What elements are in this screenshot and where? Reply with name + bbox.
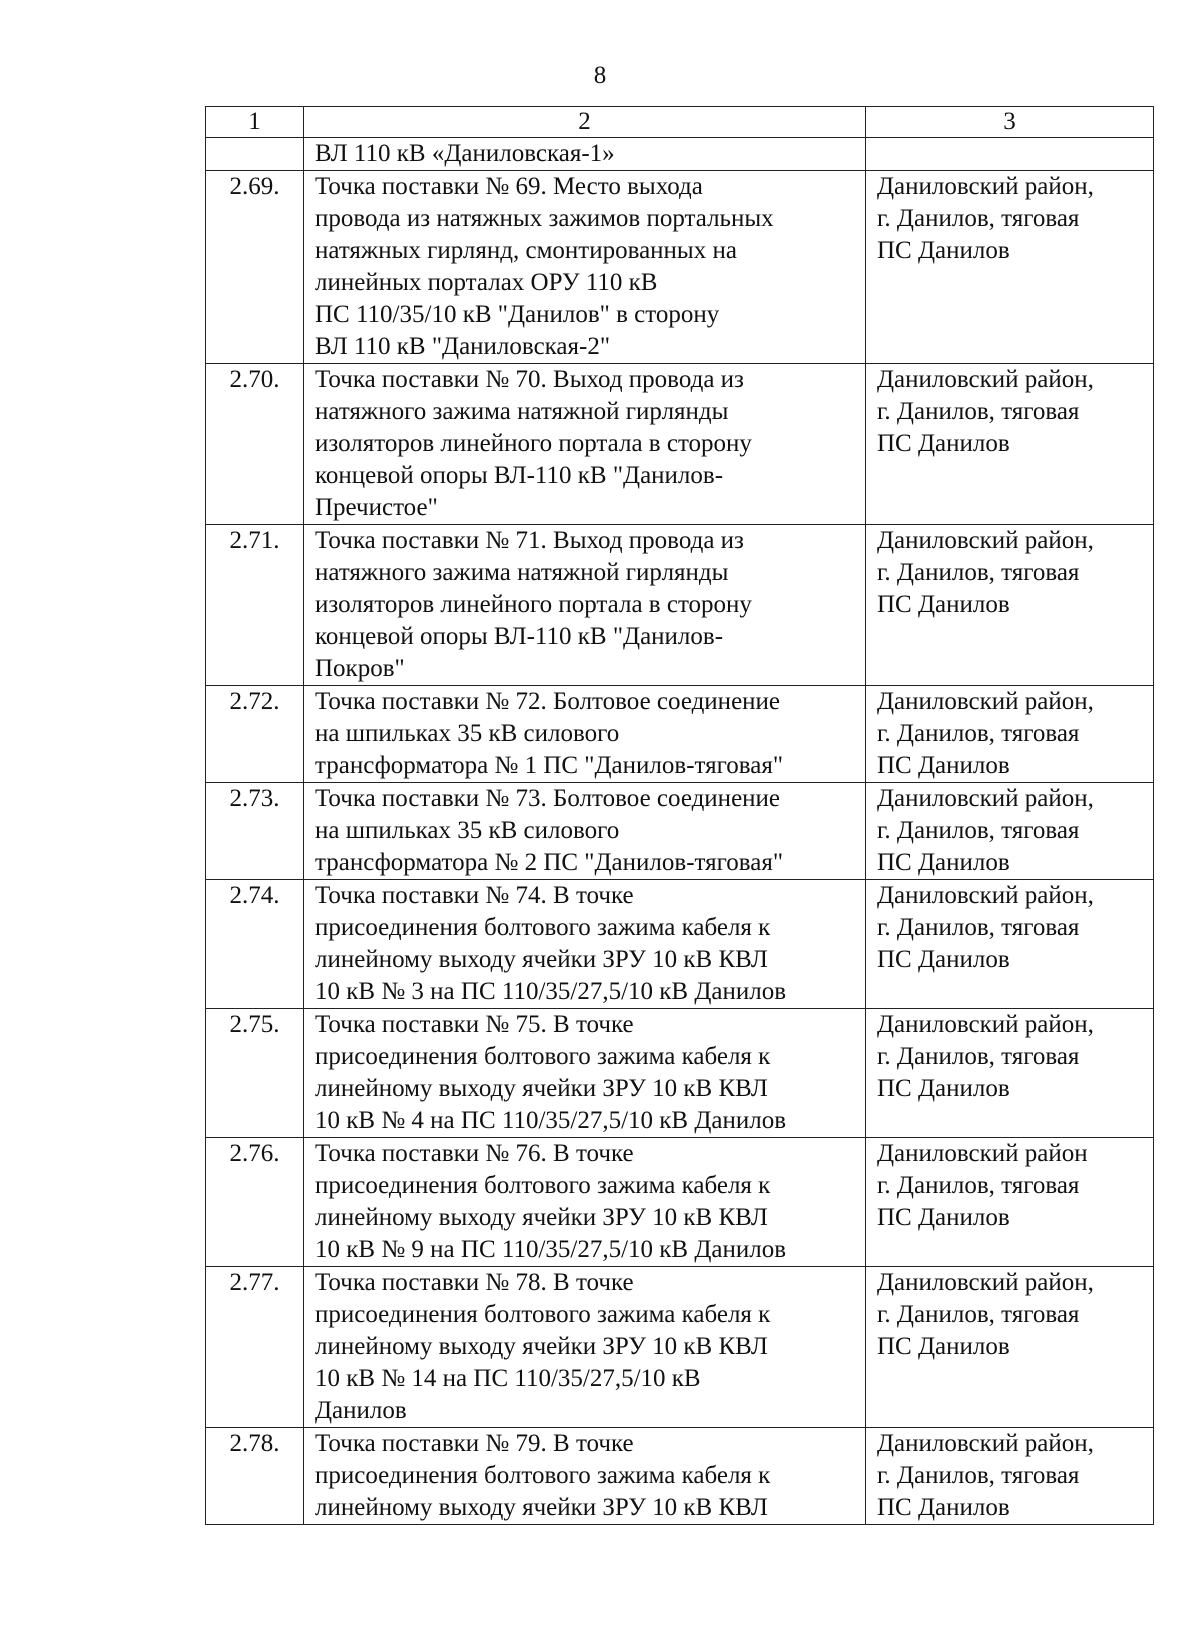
row-number-cell: 2.76. — [206, 1138, 304, 1267]
location-line: Даниловский район, — [877, 785, 1094, 812]
description-line: изоляторов линейного портала в сторону — [315, 430, 752, 457]
column-header-location: 3 — [866, 107, 1154, 138]
table-row — [206, 1428, 1154, 1525]
description-line: 10 кВ № 3 на ПС 110/35/27,5/10 кВ Данилов — [315, 978, 787, 1005]
location-cell — [866, 525, 1154, 686]
description-line: Точка поставки № 74. В точке — [315, 882, 634, 909]
location-cell — [866, 686, 1154, 783]
column-header-number: 1 — [206, 107, 304, 138]
description-line: Покров" — [315, 655, 405, 682]
description-line: на шпильках 35 кВ силового — [315, 720, 620, 747]
location-line: ПС Данилов — [877, 946, 1010, 973]
description-line: 10 кВ № 4 на ПС 110/35/27,5/10 кВ Данилов — [315, 1107, 787, 1134]
location-line: Даниловский район — [877, 1140, 1088, 1167]
description-cell — [304, 138, 866, 171]
location-cell — [866, 1138, 1154, 1267]
description-line: 10 кВ № 9 на ПС 110/35/27,5/10 кВ Данилов — [315, 1236, 787, 1263]
row-number-cell: 2.75. — [206, 1009, 304, 1138]
location-line: г. Данилов, тяговая — [877, 914, 1080, 941]
description-cell — [304, 880, 866, 1009]
location-line: Даниловский район, — [877, 366, 1094, 393]
page-number: 8 — [593, 62, 607, 89]
description-line: Точка поставки № 71. Выход провода из — [315, 527, 744, 554]
description-cell — [304, 1009, 866, 1138]
location-cell — [866, 138, 1154, 171]
location-line: г. Данилов, тяговая — [877, 1301, 1080, 1328]
location-cell — [866, 171, 1154, 364]
description-line: натяжного зажима натяжной гирлянды — [315, 398, 729, 425]
description-line: трансформатора № 2 ПС "Данилов-тяговая" — [315, 849, 784, 876]
table-body — [206, 138, 1154, 1525]
description-line: линейному выходу ячейки ЗРУ 10 кВ КВЛ — [315, 1075, 768, 1102]
description-line: изоляторов линейного портала в сторону — [315, 591, 752, 618]
location-line: ПС Данилов — [877, 1075, 1010, 1102]
table-row — [206, 686, 1154, 783]
location-cell — [866, 880, 1154, 1009]
description-cell — [304, 1428, 866, 1525]
location-line: г. Данилов, тяговая — [877, 817, 1080, 844]
location-line: г. Данилов, тяговая — [877, 559, 1080, 586]
description-line: Точка поставки № 72. Болтовое соединение — [315, 688, 781, 715]
description-line: присоединения болтового зажима кабеля к — [315, 914, 771, 941]
table-row — [206, 138, 1154, 171]
description-line: ВЛ 110 кВ «Даниловская-1» — [315, 140, 615, 167]
delivery-points-table — [205, 106, 1154, 1525]
table-row — [206, 1009, 1154, 1138]
location-cell — [866, 364, 1154, 525]
description-line: присоединения болтового зажима кабеля к — [315, 1301, 771, 1328]
description-line: Точка поставки № 78. В точке — [315, 1269, 634, 1296]
description-cell — [304, 364, 866, 525]
row-number-cell — [206, 138, 304, 171]
row-number-cell: 2.72. — [206, 686, 304, 783]
description-line: присоединения болтового зажима кабеля к — [315, 1462, 771, 1489]
location-cell — [866, 1009, 1154, 1138]
location-line: ПС Данилов — [877, 849, 1010, 876]
location-line: ПС Данилов — [877, 1333, 1010, 1360]
description-line: Точка поставки № 79. В точке — [315, 1430, 634, 1457]
description-line: 10 кВ № 14 на ПС 110/35/27,5/10 кВ — [315, 1365, 701, 1392]
location-cell — [866, 1267, 1154, 1428]
description-line: линейному выходу ячейки ЗРУ 10 кВ КВЛ — [315, 1333, 768, 1360]
description-line: линейных порталах ОРУ 110 кВ — [315, 269, 658, 296]
description-line: концевой опоры ВЛ-110 кВ "Данилов- — [315, 462, 724, 489]
table-row — [206, 364, 1154, 525]
table-row — [206, 783, 1154, 880]
description-cell — [304, 525, 866, 686]
description-line: трансформатора № 1 ПС "Данилов-тяговая" — [315, 752, 784, 779]
description-line: Точка поставки № 75. В точке — [315, 1011, 634, 1038]
location-line: г. Данилов, тяговая — [877, 1043, 1080, 1070]
location-line: Даниловский район, — [877, 882, 1094, 909]
row-number-cell: 2.77. — [206, 1267, 304, 1428]
description-line: Точка поставки № 70. Выход провода из — [315, 366, 744, 393]
description-cell — [304, 783, 866, 880]
description-line: на шпильках 35 кВ силового — [315, 817, 620, 844]
location-line: ПС Данилов — [877, 1494, 1010, 1521]
table-row — [206, 880, 1154, 1009]
location-line: ПС Данилов — [877, 591, 1010, 618]
description-line: Данилов — [315, 1397, 407, 1424]
description-cell — [304, 171, 866, 364]
description-line: присоединения болтового зажима кабеля к — [315, 1172, 771, 1199]
table-row — [206, 1138, 1154, 1267]
description-line: линейному выходу ячейки ЗРУ 10 кВ КВЛ — [315, 946, 768, 973]
description-cell — [304, 686, 866, 783]
description-line: присоединения болтового зажима кабеля к — [315, 1043, 771, 1070]
description-line: Пречистое" — [315, 494, 438, 521]
description-line: Точка поставки № 76. В точке — [315, 1140, 634, 1167]
location-line: ПС Данилов — [877, 1204, 1010, 1231]
location-line: г. Данилов, тяговая — [877, 1462, 1080, 1489]
description-line: натяжных гирлянд, смонтированных на — [315, 237, 737, 264]
location-line: Даниловский район, — [877, 1011, 1094, 1038]
location-cell — [866, 783, 1154, 880]
location-line: Даниловский район, — [877, 688, 1094, 715]
location-line: Даниловский район, — [877, 173, 1094, 200]
description-cell — [304, 1267, 866, 1428]
location-line: ПС Данилов — [877, 752, 1010, 779]
description-line: Точка поставки № 73. Болтовое соединение — [315, 785, 781, 812]
location-line: ПС Данилов — [877, 430, 1010, 457]
row-number-cell: 2.70. — [206, 364, 304, 525]
location-line: г. Данилов, тяговая — [877, 205, 1080, 232]
description-line: линейному выходу ячейки ЗРУ 10 кВ КВЛ — [315, 1494, 768, 1521]
location-cell — [866, 1428, 1154, 1525]
description-line: ВЛ 110 кВ "Даниловская-2" — [315, 333, 611, 360]
location-line: Даниловский район, — [877, 1430, 1094, 1457]
description-line: линейному выходу ячейки ЗРУ 10 кВ КВЛ — [315, 1204, 768, 1231]
row-number-cell: 2.69. — [206, 171, 304, 364]
description-line: Точка поставки № 69. Место выхода — [315, 173, 703, 200]
table-header-row — [206, 107, 1154, 138]
table-row — [206, 525, 1154, 686]
location-line: г. Данилов, тяговая — [877, 720, 1080, 747]
description-cell — [304, 1138, 866, 1267]
column-header-description: 2 — [304, 107, 866, 138]
row-number-cell: 2.73. — [206, 783, 304, 880]
location-line: г. Данилов, тяговая — [877, 398, 1080, 425]
row-number-cell: 2.78. — [206, 1428, 304, 1525]
location-line: г. Данилов, тяговая — [877, 1172, 1080, 1199]
table-row — [206, 171, 1154, 364]
description-line: концевой опоры ВЛ-110 кВ "Данилов- — [315, 623, 724, 650]
row-number-cell: 2.74. — [206, 880, 304, 1009]
location-line: Даниловский район, — [877, 527, 1094, 554]
description-line: провода из натяжных зажимов портальных — [315, 205, 774, 232]
row-number-cell: 2.71. — [206, 525, 304, 686]
description-line: натяжного зажима натяжной гирлянды — [315, 559, 729, 586]
description-line: ПС 110/35/10 кВ "Данилов" в сторону — [315, 301, 720, 328]
table-row — [206, 1267, 1154, 1428]
location-line: ПС Данилов — [877, 237, 1010, 264]
location-line: Даниловский район, — [877, 1269, 1094, 1296]
